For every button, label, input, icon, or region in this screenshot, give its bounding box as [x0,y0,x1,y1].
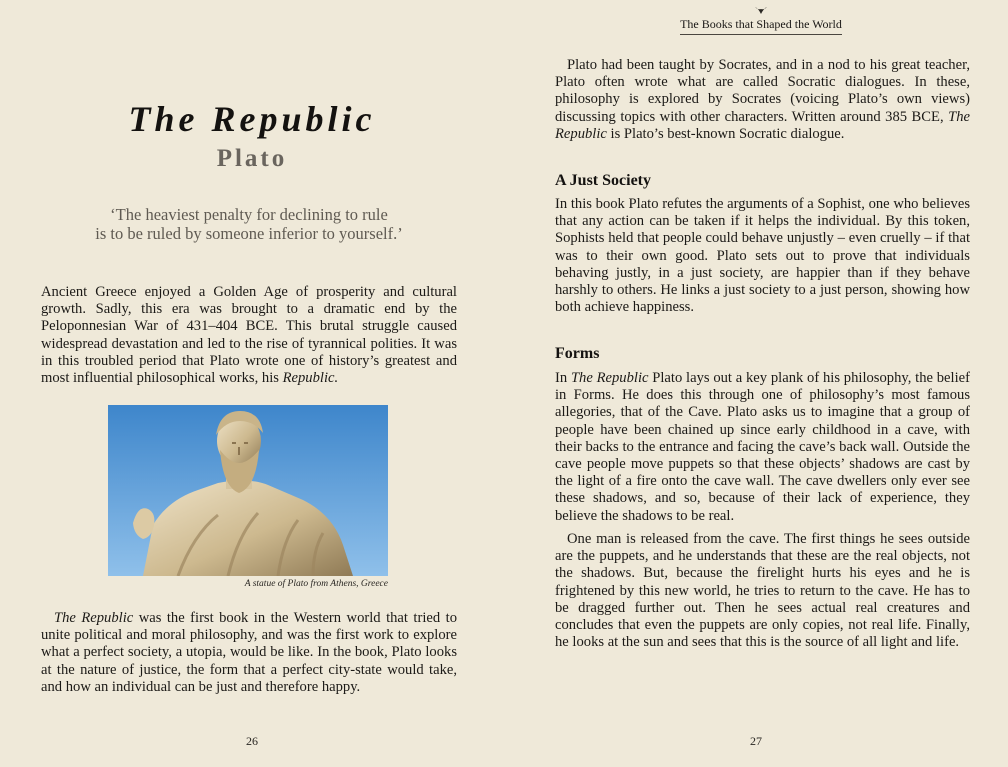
forms-paragraph-text-2: Plato lays out a key plank of his philosophy, the belief in Forms. He does this through one of philosophy’s most famous allegories, that of the Cave. Plato asks us to imagine that a group of people have been chained up since early childhood in a cave, with their backs to the entrance and facing the cave’s back wall. Outside the cave people move puppets so that these objects’ shadows are cast by the light of a fire onto the cave wall. The cave dwellers only ever see these shadows, and so, because of their lack of experience, they believe the shadows to be real. [555,370,970,524]
book-author: Plato [216,145,288,172]
forms-paragraph-italic: The Republic [570,370,649,386]
page-number-right: 27 [750,734,762,748]
republic-paragraph-italic: The Republic [54,610,134,626]
fleuron-icon [754,6,768,16]
plato-statue-image [108,405,388,576]
republic-paragraph [41,610,457,696]
pull-quote-line-2: is to be ruled by someone inferior to yourself.’ [95,224,403,243]
running-head-text: The Books that Shaped the World [680,17,842,35]
pull-quote-line-1: ‘The heaviest penalty for declining to rule [110,205,388,224]
socrates-paragraph-text-2: is Plato’s best-known Socratic dialogue. [606,125,845,142]
image-caption: A statue of Plato from Athens, Greece [244,579,388,589]
socrates-paragraph-italic: The Republic [555,108,970,142]
just-society-paragraph: In this book Plato refutes the arguments of a Sophist, one who believes that any action can be taken if it helps the individual. By this token, Sophists held that people could behave unjustly – even cruelly – if that was to their own good. Plato sets out to prove that individuals behaving justly, in a just society, are happier than if they behave harshly to others. He links a just society to a just person, showing how both achieve happiness. [555,196,970,316]
socrates-paragraph [555,57,970,143]
running-head [676,17,846,35]
intro-paragraph-text: Ancient Greece enjoyed a Golden Age of prosperity and cultural growth. Sadly, this era was brought to a dramatic end by the Peloponnesian War of 431–404 BCE. This brutal struggle caused widespread devastation and led to the rise of tyrannical polities. It was in this troubled period that Plato wrote one of history’s greatest and most influential philosophical works, his [41,284,457,387]
right-page [504,0,1008,767]
socrates-paragraph-text-1: Plato had been taught by Socrates, and in a nod to his great teacher, Plato often wrote what are called Socratic dialogues. In these, philosophy is explored by Socrates (voicing Plato’s own views) discussing topics with other characters. Written around 385 BCE, [555,57,970,125]
forms-paragraph-text-1: In [555,370,571,386]
heading-forms: Forms [555,345,600,362]
heading-just-society: A Just Society [555,172,651,189]
book-title: The Republic [128,99,376,139]
intro-paragraph [41,284,457,387]
intro-paragraph-italic: Republic. [282,370,339,387]
cave-release-paragraph: One man is released from the cave. The first things he sees outside are the puppets, and he understands that these are the real objects, not the shadows. But, because the firelight hurts his eyes and he is frightened by this new world, he tries to return to the cave. He has to be dragged further out. Then he sees actual real creatures and concludes that even the puppets are only copies, not real life. Finally, he looks at the sun and sees that this is the source of all light and life. [555,531,970,651]
forms-paragraph [555,370,970,525]
pull-quote [40,205,458,243]
page-number-left: 26 [246,734,258,748]
republic-paragraph-text: was the first book in the Western world that tried to unite political and moral philosophy, and was the first work to explore what a perfect society, a utopia, would be like. In the book, Plato looks at the nature of justice, the form that a perfect city-state would take, and how an individual can be just and therefore happy. [41,610,457,695]
